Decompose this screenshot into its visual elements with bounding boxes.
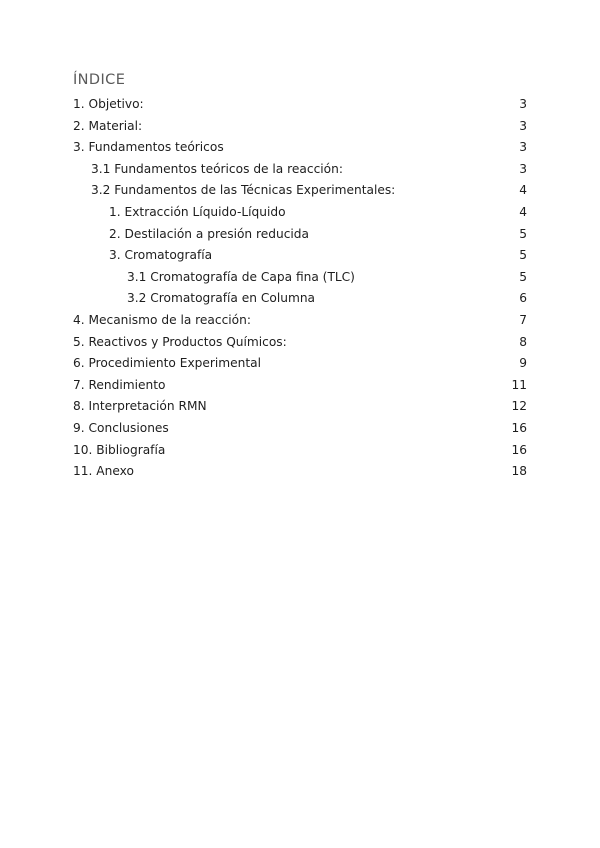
toc-entry-reactivos[interactable] [73,332,527,354]
toc-entry-mecanismo[interactable] [73,310,527,332]
toc-entry-page: 5 [519,269,527,284]
toc-entry-page: 4 [519,183,527,198]
toc-entry-page: 11 [511,377,527,392]
toc-entry-page: 18 [511,464,527,479]
toc-entry-page: 3 [519,118,527,133]
toc-entry-label: 2. Destilación a presión reducida [109,226,309,241]
toc-entry-conclusiones[interactable] [73,418,527,440]
toc-entry-label: 3. Cromatografía [109,248,213,263]
toc-entry-page: 5 [519,226,527,241]
toc-entry-label: 3.2 Fundamentos de las Técnicas Experimentales: [91,183,396,198]
toc-entry-label: 3.1 Cromatografía de Capa fina (TLC) [127,269,355,284]
toc-entry-anexo[interactable] [73,461,527,483]
toc-entry-page: 6 [519,291,527,306]
toc-entry-cromatografia[interactable] [73,245,527,267]
toc-entry-page: 12 [511,399,527,414]
toc-entry-extraccion[interactable] [73,202,527,224]
toc-entry-label: 7. Rendimiento [73,377,166,392]
toc-entry-bibliografia[interactable] [73,440,527,462]
toc-entry-procedimiento[interactable] [73,353,527,375]
toc-entry-rmn[interactable] [73,396,527,418]
toc-entry-page: 4 [519,204,527,219]
toc-entry-material[interactable] [73,116,527,138]
toc-entry-label: 3. Fundamentos teóricos [73,140,224,155]
toc-entry-label: 3.1 Fundamentos teóricos de la reacción: [91,161,343,176]
toc-title: ÍNDICE [73,72,126,88]
toc-entry-page: 16 [511,420,527,435]
toc-entry-columna[interactable] [73,288,527,310]
toc-entry-label: 9. Conclusiones [73,420,169,435]
toc-entry-label: 2. Material: [73,118,143,133]
toc-entry-label: 11. Anexo [73,464,134,479]
toc-entry-page: 3 [519,140,527,155]
toc-entry-label: 4. Mecanismo de la reacción: [73,312,251,327]
toc-entry-page: 3 [519,161,527,176]
toc-entry-label: 5. Reactivos y Productos Químicos: [73,334,287,349]
table-of-contents [73,94,527,483]
toc-entry-fundamentos-teoricos[interactable] [73,137,527,159]
toc-entry-page: 9 [519,356,527,371]
toc-entry-page: 7 [519,312,527,327]
toc-entry-rendimiento[interactable] [73,375,527,397]
toc-entry-capa-fina[interactable] [73,267,527,289]
toc-entry-fundamentos-tecnicas[interactable] [73,180,527,202]
toc-entry-label: 1. Objetivo: [73,97,144,111]
toc-entry-label: 6. Procedimiento Experimental [73,356,262,371]
toc-entry-destilacion[interactable] [73,224,527,246]
toc-entry-label: 8. Interpretación RMN [73,399,207,414]
toc-entry-label: 1. Extracción Líquido-Líquido [109,204,286,219]
toc-entry-page: 5 [519,248,527,263]
toc-entry-fundamentos-reaccion[interactable] [73,159,527,181]
toc-entry-page: 16 [511,442,527,457]
toc-entry-page: 8 [519,334,527,349]
toc-entry-page: 3 [519,97,527,111]
toc-entry-objetivo[interactable] [73,94,527,116]
toc-entry-label: 10. Bibliografía [73,442,166,457]
toc-entry-label: 3.2 Cromatografía en Columna [127,291,316,306]
